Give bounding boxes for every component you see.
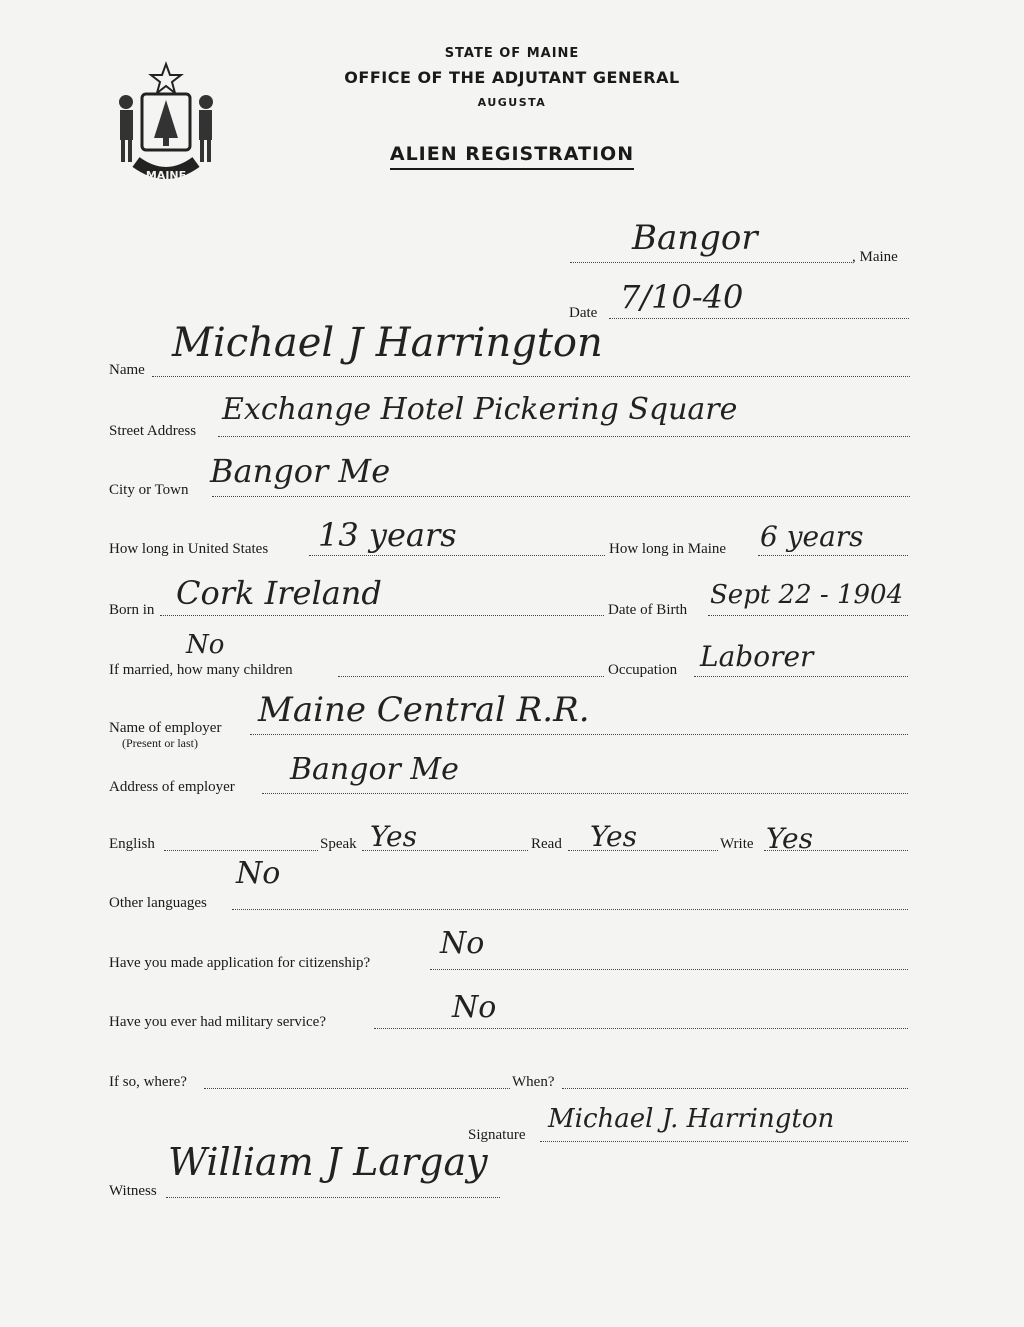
other-lang-line bbox=[232, 909, 908, 910]
occupation-line bbox=[694, 676, 908, 677]
write-label: Write bbox=[720, 836, 754, 852]
read-label: Read bbox=[531, 836, 562, 852]
signature-line bbox=[540, 1141, 908, 1142]
how-long-maine-line bbox=[758, 555, 908, 556]
military-line bbox=[374, 1028, 908, 1029]
english-line bbox=[164, 850, 318, 851]
born-in-line bbox=[160, 615, 604, 616]
married-label: If married, how many children bbox=[109, 662, 293, 678]
children-value: No bbox=[186, 630, 225, 660]
how-long-maine-label: How long in Maine bbox=[609, 541, 727, 557]
speak-label: Speak bbox=[320, 836, 357, 852]
read-value: Yes bbox=[590, 820, 637, 853]
place-value: Bangor bbox=[632, 218, 758, 258]
form-title: ALIEN REGISTRATION bbox=[0, 143, 1024, 165]
military-value: No bbox=[452, 990, 497, 1025]
citizenship-line bbox=[430, 969, 908, 970]
other-lang-label: Other languages bbox=[109, 895, 207, 911]
how-long-us-value: 13 years bbox=[318, 516, 457, 554]
occupation-value: Laborer bbox=[700, 640, 814, 673]
citizenship-value: No bbox=[440, 926, 485, 961]
witness-value: William J Largay bbox=[168, 1140, 488, 1184]
svg-text:MAINE: MAINE bbox=[145, 169, 187, 182]
city-line bbox=[212, 496, 910, 497]
english-label: English bbox=[109, 836, 155, 852]
header-office: OFFICE OF THE ADJUTANT GENERAL bbox=[344, 68, 680, 87]
employer-value: Maine Central R.R. bbox=[258, 690, 590, 730]
date-label: Date bbox=[569, 305, 598, 321]
when-line bbox=[562, 1088, 908, 1089]
street-value: Exchange Hotel Pickering Square bbox=[222, 392, 738, 427]
if-so-where-label: If so, where? bbox=[109, 1074, 187, 1090]
born-in-value: Cork Ireland bbox=[176, 574, 382, 612]
other-lang-value: No bbox=[236, 856, 281, 891]
witness-line bbox=[166, 1197, 500, 1198]
witness-label: Witness bbox=[109, 1183, 157, 1199]
date-line bbox=[609, 318, 909, 319]
name-line bbox=[152, 376, 910, 377]
how-long-maine-value: 6 years bbox=[760, 520, 864, 553]
name-value: Michael J Harrington bbox=[172, 320, 603, 366]
employer-label: Name of employer bbox=[109, 720, 222, 736]
place-line bbox=[570, 262, 852, 263]
dob-value: Sept 22 - 1904 bbox=[710, 580, 904, 610]
when-label: When? bbox=[512, 1074, 555, 1090]
city-value: Bangor Me bbox=[210, 452, 391, 490]
date-value: 7/10-40 bbox=[620, 278, 744, 316]
signature-label: Signature bbox=[468, 1127, 526, 1143]
employer-addr-label: Address of employer bbox=[109, 779, 235, 795]
employer-line bbox=[250, 734, 908, 735]
employer-addr-line bbox=[262, 793, 908, 794]
header-state: STATE OF MAINE bbox=[444, 46, 580, 61]
header-city: AUGUSTA bbox=[477, 96, 547, 109]
city-label: City or Town bbox=[109, 482, 189, 498]
occupation-label: Occupation bbox=[608, 662, 678, 678]
born-in-label: Born in bbox=[109, 602, 155, 618]
military-label: Have you ever had military service? bbox=[109, 1014, 326, 1030]
how-long-us-line bbox=[309, 555, 605, 556]
if-so-where-line bbox=[204, 1088, 510, 1089]
write-value: Yes bbox=[766, 822, 813, 855]
citizenship-label: Have you made application for citizenship? bbox=[109, 955, 371, 971]
dob-label: Date of Birth bbox=[608, 602, 688, 618]
employer-addr-value: Bangor Me bbox=[290, 752, 459, 787]
how-long-us-label: How long in United States bbox=[109, 541, 269, 557]
married-line bbox=[338, 676, 604, 677]
street-line bbox=[218, 436, 910, 437]
speak-value: Yes bbox=[370, 820, 417, 853]
signature-value: Michael J. Harrington bbox=[548, 1104, 835, 1134]
street-label: Street Address bbox=[109, 423, 197, 439]
dob-line bbox=[708, 615, 908, 616]
employer-sublabel: (Present or last) bbox=[122, 736, 198, 750]
maine-label: , Maine bbox=[852, 249, 898, 265]
name-label: Name bbox=[109, 362, 145, 378]
